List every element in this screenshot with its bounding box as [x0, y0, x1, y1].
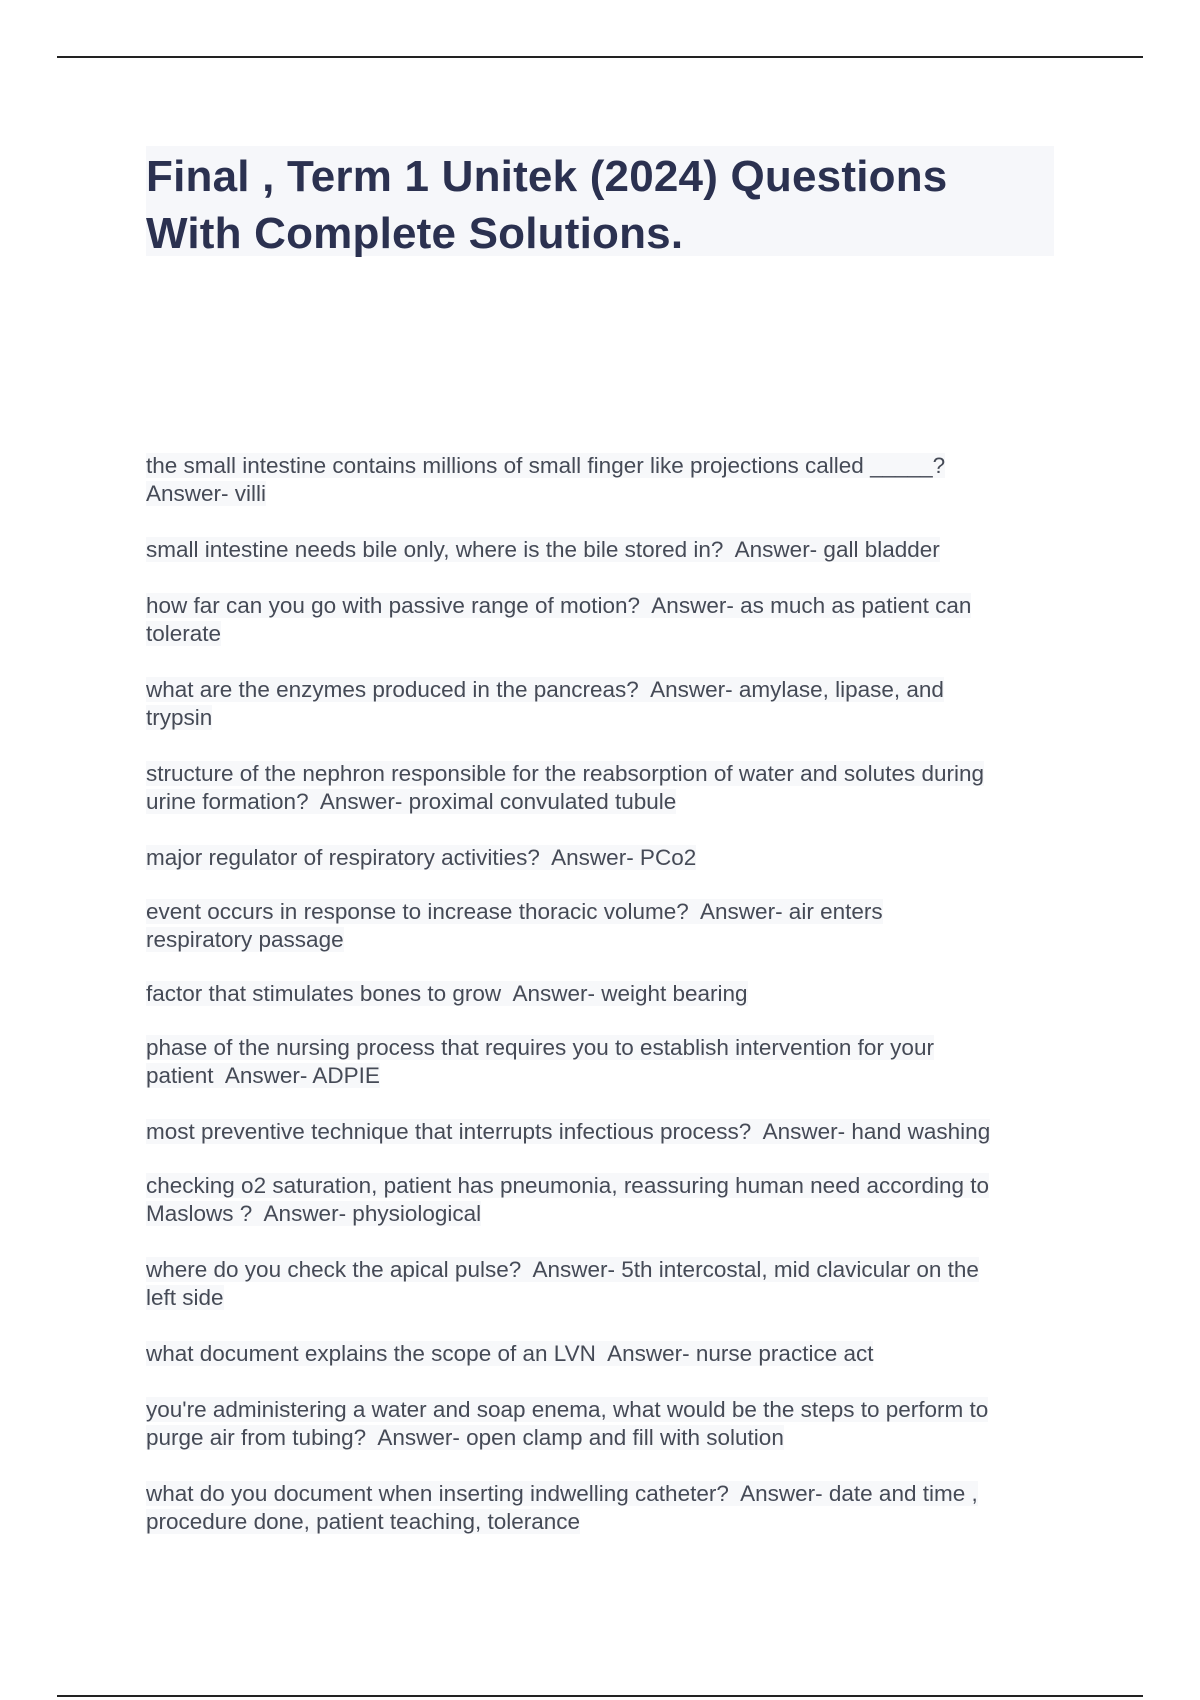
qa-item: [146, 1172, 1066, 1228]
qa-item: [146, 1480, 1066, 1536]
qa-line: checking o2 saturation, patient has pneumonia, reassuring human need according to: [146, 1173, 990, 1198]
qa-item: [146, 452, 1066, 508]
qa-line: how far can you go with passive range of motion? Answer- as much as patient can: [146, 593, 972, 618]
title-block: [146, 146, 1054, 256]
document-title: [146, 148, 1054, 262]
qa-line: major regulator of respiratory activities? Answer- PCo2: [146, 845, 697, 870]
qa-list: [146, 452, 1066, 1536]
qa-line: small intestine needs bile only, where is the bile stored in? Answer- gall bladder: [146, 537, 940, 562]
qa-item: [146, 1118, 1066, 1146]
qa-line: structure of the nephron responsible for the reabsorption of water and solutes during: [146, 761, 985, 786]
bottom-rule: [57, 1695, 1143, 1697]
qa-line: respiratory passage: [146, 927, 344, 952]
qa-line: left side: [146, 1285, 224, 1310]
qa-item: [146, 536, 1066, 564]
qa-line: factor that stimulates bones to grow Answer- weight bearing: [146, 981, 748, 1006]
qa-item: [146, 1034, 1066, 1090]
qa-item: [146, 844, 1066, 872]
qa-item: [146, 760, 1066, 816]
qa-item: [146, 980, 1066, 1008]
qa-item: [146, 1256, 1066, 1312]
qa-line: Answer- villi: [146, 481, 267, 506]
qa-line: trypsin: [146, 705, 213, 730]
qa-line: what document explains the scope of an LVN Answer- nurse practice act: [146, 1341, 874, 1366]
qa-line: tolerate: [146, 621, 222, 646]
top-rule: [57, 56, 1143, 58]
qa-line: phase of the nursing process that requires you to establish intervention for your: [146, 1035, 934, 1060]
qa-item: [146, 898, 1066, 954]
qa-line: purge air from tubing? Answer- open clamp and fill with solution: [146, 1425, 784, 1450]
qa-line: Maslows ? Answer- physiological: [146, 1201, 482, 1226]
qa-line: where do you check the apical pulse? Answer- 5th intercostal, mid clavicular on the: [146, 1257, 979, 1282]
qa-item: [146, 676, 1066, 732]
title-line-2: With Complete Solutions.: [146, 209, 684, 258]
qa-line: what are the enzymes produced in the pancreas? Answer- amylase, lipase, and: [146, 677, 944, 702]
qa-line: what do you document when inserting indwelling catheter? Answer- date and time ,: [146, 1481, 978, 1506]
qa-item: [146, 1396, 1066, 1452]
qa-line: urine formation? Answer- proximal convulated tubule: [146, 789, 677, 814]
qa-line: event occurs in response to increase thoracic volume? Answer- air enters: [146, 899, 883, 924]
title-line-1: Final , Term 1 Unitek (2024) Questions: [146, 152, 948, 201]
qa-line: the small intestine contains millions of small finger like projections called _____?: [146, 453, 946, 478]
qa-line: most preventive technique that interrupts infectious process? Answer- hand washing: [146, 1119, 991, 1144]
qa-line: you're administering a water and soap enema, what would be the steps to perform to: [146, 1397, 989, 1422]
qa-item: [146, 1340, 1066, 1368]
qa-line: procedure done, patient teaching, tolerance: [146, 1509, 581, 1534]
qa-item: [146, 592, 1066, 648]
qa-line: patient Answer- ADPIE: [146, 1063, 380, 1088]
